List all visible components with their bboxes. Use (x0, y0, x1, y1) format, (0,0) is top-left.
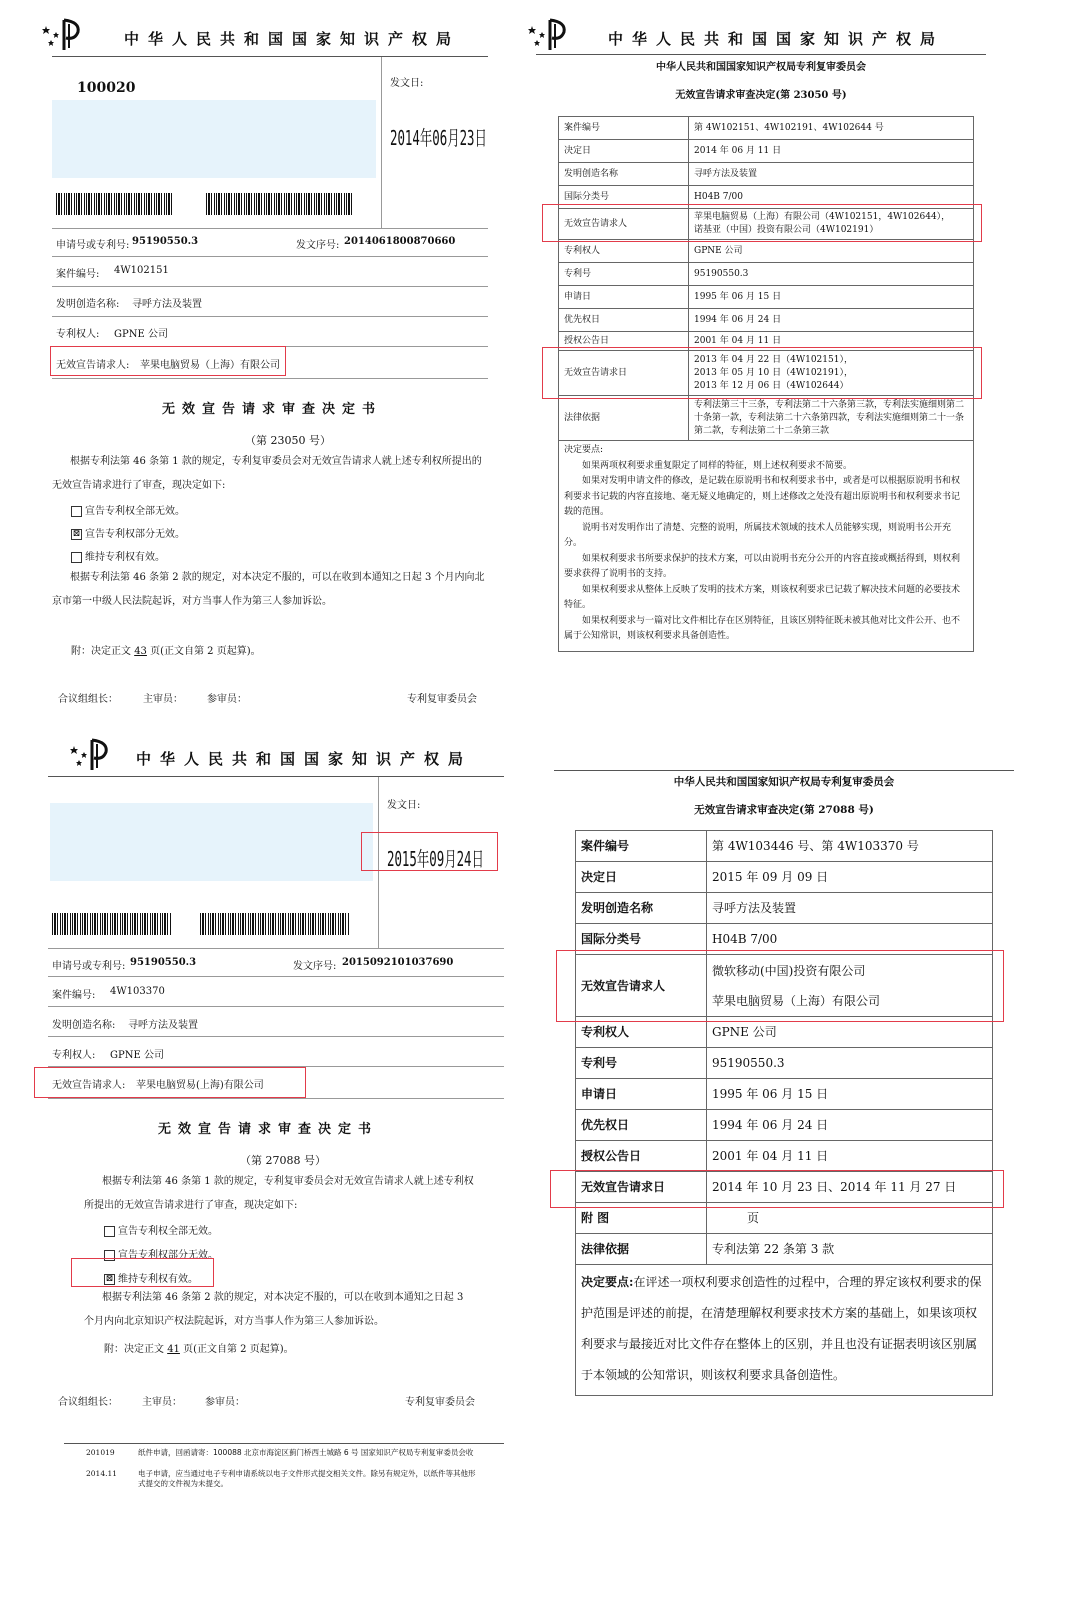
checked-box-icon: ⊠ (72, 529, 81, 539)
row-value: 95190550.3 (689, 263, 974, 286)
patentee: GPNE 公司 (114, 329, 168, 340)
row-label: 无效宣告请求人 (559, 209, 689, 240)
row-label: 专利权人 (559, 240, 689, 263)
serial-label: 发文序号: (296, 240, 340, 251)
row-value: 1995 年 06 月 15 日 (689, 286, 974, 309)
barcode (56, 193, 174, 215)
option-full-invalid: 宣告专利权全部无效。 (104, 1222, 218, 1237)
row-value: 2013 年 04 月 22 日（4W102151）， 2013 年 05 月 10 日（4W102191）， 2013 年 12 月 06 日（4W102644） (689, 351, 974, 396)
row-value: 专利法第三十三条，专利法第二十六条第三款，专利法实施细则第二十条第一款，专利法第二十六条第四款，专利法实施细则第二十一条第二款，专利法第二十二条第三款 (689, 396, 974, 441)
row-value: H04B 7/00 (689, 186, 974, 209)
row-label: 专利权人 (576, 1017, 707, 1048)
serial: 2014061800870660 (344, 236, 456, 247)
row-value: 苹果电脑贸易（上海）有限公司（4W102151，4W102644）， 诺基亚（中国）投资有限公司（4W102191） (689, 209, 974, 240)
case-label: 案件编号: (56, 269, 100, 280)
redacted-address-block (50, 803, 373, 881)
requester: 苹果电脑贸易(上海)有限公司 (136, 1080, 264, 1091)
highlight-requester (34, 1067, 306, 1098)
sig-main: 主审员： (143, 694, 183, 705)
invention-name: 寻呼方法及装置 (128, 1020, 198, 1031)
row-label: 法律依据 (576, 1234, 707, 1265)
serial-label: 发文序号: (293, 961, 337, 972)
invention-label: 发明创造名称: (52, 1020, 116, 1031)
sig-lead: 合议组组长： (58, 694, 118, 705)
app-no-label: 申请号或专利号: (56, 240, 130, 251)
sig-partic: 参审员： (207, 694, 247, 705)
row-value: 微软移动(中国)投资有限公司 苹果电脑贸易（上海）有限公司 (707, 955, 993, 1017)
point-item: 如果权利要求书所要求保护的技术方案，可以由说明书充分公开的内容直接或概括得到，则权利要求获得了说明书的支持。 (564, 553, 961, 579)
sig-org: 专利复审委员会 (407, 694, 477, 705)
decision-paragraph-2: 根据专利法第 46 条第 2 款的规定，对本决定不服的，可以在收到本通知之日起 3 个月内向北京知识产权法院起诉，对方当事人作为第三人参加诉讼。 (84, 1292, 464, 1327)
sipo-logo-icon (70, 738, 112, 772)
decision-points (576, 1265, 993, 1396)
option-maintain-valid: ⊠ 维持专利权有效。 (105, 1274, 198, 1285)
send-date: 2015年09月24日 (387, 847, 484, 871)
row-value: 2001 年 04 月 11 日 (689, 332, 974, 351)
points-label: 决定要点: (564, 445, 604, 455)
highlight-maintain-valid (71, 1258, 214, 1287)
highlight-requester (556, 950, 1004, 1022)
decision-heading: 无效宣告请求审查决定(第 23050 号) (675, 90, 847, 101)
attachment-note: 附：决定正文 43 页(正文自第 2 页起算)。 (71, 646, 261, 657)
footer-text: 电子申请，应当通过电子专利申请系统以电子文件形式提交相关文件。除另有规定外，以纸件等其他形式提交的文件视为未提交。 (138, 1469, 476, 1488)
row-label: 发明创造名称 (576, 893, 707, 924)
agency-header: 中华人民共和国国家知识产权局 (608, 30, 945, 48)
row-value: 1995 年 06 月 15 日 (707, 1079, 993, 1110)
footer-code: 201019 (86, 1448, 115, 1457)
row-value: 95190550.3 (707, 1048, 993, 1079)
row-label: 优先权日 (559, 309, 689, 332)
postcode: 100020 (77, 80, 136, 96)
point-item: 如果权利要求从整体上反映了发明的技术方案，则该权利要求已记载了解决技术问题的必要技术特征。 (564, 584, 961, 610)
decision-info-table (575, 830, 993, 1396)
row-label: 附 图 (576, 1203, 707, 1234)
row-label: 法律依据 (559, 396, 689, 441)
sig-main: 主审员： (142, 1397, 182, 1408)
row-label: 授权公告日 (576, 1141, 707, 1172)
footer-text: 纸件申请，回函请寄：100088 北京市海淀区蓟门桥西土城路 6 号 国家知识产权局专利复审委员会收 (138, 1448, 474, 1457)
row-value: GPNE 公司 (689, 240, 974, 263)
point-item: 说明书对发明作出了清楚、完整的说明，所属技术领域的技术人员能够实现，则说明书公开充分。 (564, 522, 952, 548)
requester: 苹果电脑贸易（上海）有限公司 (140, 360, 280, 371)
option-partial-invalid: ⊠ 宣告专利权部分无效。 (72, 529, 185, 540)
points-label: 决定要点: (581, 1275, 634, 1289)
row-label: 无效宣告请求日 (559, 351, 689, 396)
row-label: 案件编号 (576, 831, 707, 862)
row-label: 专利号 (559, 263, 689, 286)
decision-paragraph-1: 根据专利法第 46 条第 1 款的规定，专利复审委员会对无效宣告请求人就上述专利权所提出的无效宣告请求进行了审查，现决定如下: (84, 1176, 474, 1211)
decision-title: 无效宣告请求审查决定书 (158, 1122, 379, 1137)
row-label: 国际分类号 (559, 186, 689, 209)
case-label: 案件编号: (52, 990, 96, 1001)
decision-paragraph-1: 根据专利法第 46 条第 1 款的规定，专利复审委员会对无效宣告请求人就上述专利权所提出的无效宣告请求进行了审查，现决定如下: (52, 456, 482, 491)
row-label: 无效宣告请求日 (576, 1172, 707, 1203)
row-label: 申请日 (559, 286, 689, 309)
send-date: 2014年06月23日 (390, 126, 487, 150)
sig-org: 专利复审委员会 (405, 1397, 475, 1408)
point-item: 如果权利要求与一篇对比文件相比存在区别特征，且该区别特征既未被其他对比文件公开、也不属于公知常识，则该权利要求具备创造性。 (564, 615, 961, 641)
case-no: 4W102151 (114, 265, 169, 276)
sig-partic: 参审员： (205, 1397, 245, 1408)
decision-paragraph-2: 根据专利法第 46 条第 2 款的规定，对本决定不服的，可以在收到本通知之日起 3 个月内向北京市第一中级人民法院起诉，对方当事人作为第三人参加诉讼。 (52, 572, 485, 607)
option-full-invalid: 宣告专利权全部无效。 (71, 502, 185, 517)
board-name: 中华人民共和国国家知识产权局专利复审委员会 (656, 62, 866, 73)
app-no: 95190550.3 (132, 236, 199, 247)
invention-label: 发明创造名称: (56, 299, 120, 310)
row-label: 决定日 (576, 862, 707, 893)
row-value: 第 4W103446 号、第 4W103370 号 (707, 831, 993, 862)
row-label: 专利号 (576, 1048, 707, 1079)
decision-points (559, 441, 974, 652)
requester-label: 无效宣告请求人: (56, 360, 130, 371)
row-label: 优先权日 (576, 1110, 707, 1141)
highlight-requester (542, 204, 982, 242)
row-value: 寻呼方法及装置 (707, 893, 993, 924)
board-name: 中华人民共和国国家知识产权局专利复审委员会 (673, 776, 895, 788)
app-no: 95190550.3 (130, 957, 197, 968)
row-label: 决定日 (559, 140, 689, 163)
row-value: 2014 年 06 月 11 日 (689, 140, 974, 163)
patentee: GPNE 公司 (110, 1050, 164, 1061)
row-label: 无效宣告请求人 (576, 955, 707, 1017)
row-value: 专利法第 22 条第 3 款 (707, 1234, 993, 1265)
patentee-label: 专利权人: (56, 329, 100, 340)
option-maintain-valid: 维持专利权有效。 (71, 548, 165, 563)
sipo-logo-icon (42, 18, 84, 52)
row-label: 国际分类号 (576, 924, 707, 955)
row-value: 2001 年 04 月 11 日 (707, 1141, 993, 1172)
attachment-note: 附：决定正文 41 页(正文自第 2 页起算)。 (104, 1344, 294, 1355)
row-label: 授权公告日 (559, 332, 689, 351)
row-value: H04B 7/00 (707, 924, 993, 955)
row-label: 发明创造名称 (559, 163, 689, 186)
row-value: 1994 年 06 月 24 日 (689, 309, 974, 332)
requester-label: 无效宣告请求人: (52, 1080, 126, 1091)
barcode (206, 193, 354, 215)
row-value: 1994 年 06 月 24 日 (707, 1110, 993, 1141)
row-value: 页 (707, 1203, 993, 1234)
case-no: 4W103370 (110, 986, 165, 997)
highlight-send-date (361, 832, 498, 871)
serial: 2015092101037690 (342, 957, 454, 968)
barcode (200, 913, 350, 935)
option-partial-invalid: 宣告专利权部分无效。 (104, 1246, 218, 1261)
highlight-request-date (542, 347, 982, 399)
app-no-label: 申请号或专利号: (52, 961, 126, 972)
checked-box-icon: ⊠ (105, 1274, 114, 1284)
row-value: 寻呼方法及装置 (689, 163, 974, 186)
agency-header: 中华人民共和国国家知识产权局 (124, 30, 461, 48)
row-value: 2014 年 10 月 23 日、2014 年 11 月 27 日 (707, 1172, 993, 1203)
row-value: 第 4W102151、4W102191、4W102644 号 (689, 117, 974, 140)
decision-number: （第 23050 号） (245, 434, 331, 447)
points-text: 在评述一项权利要求创造性的过程中，合理的界定该权利要求的保护范围是评述的前提，在清楚理解权利要求技术方案的基础上，如果该项权利要求与最接近对比文件存在整体上的区别，并且也没有证据表明该区别属于本领域的公知常识，则该权利要求具备创造性。 (581, 1275, 982, 1382)
row-label: 案件编号 (559, 117, 689, 140)
point-item: 如果两项权利要求重复限定了同样的特征，则上述权利要求不简要。 (582, 460, 853, 471)
row-value: 2015 年 09 月 09 日 (707, 862, 993, 893)
row-label: 申请日 (576, 1079, 707, 1110)
footer-code: 2014.11 (86, 1469, 118, 1478)
barcode (52, 913, 172, 935)
send-date-label: 发文日: (390, 78, 424, 89)
sipo-logo-icon (528, 18, 570, 52)
decision-heading: 无效宣告请求审查决定(第 27088 号) (694, 804, 874, 816)
send-date-label: 发文日: (387, 800, 421, 811)
highlight-request-date (550, 1170, 1004, 1208)
decision-number: （第 27088 号） (240, 1154, 326, 1167)
point-item: 如果对发明申请文件的修改，是记载在原说明书和权利要求书中，或者是可以根据原说明书和权利要求书记载的内容直接地、毫无疑义地确定的，则上述修改之处没有超出原说明书和权利要求书记载的范围。 (564, 476, 961, 517)
highlight-requester (50, 346, 286, 376)
patentee-label: 专利权人: (52, 1050, 96, 1061)
agency-header: 中华人民共和国国家知识产权局 (136, 750, 473, 768)
redacted-address-block (52, 100, 376, 178)
sig-lead: 合议组组长： (58, 1397, 118, 1408)
decision-title: 无效宣告请求审查决定书 (162, 402, 383, 417)
row-value: GPNE 公司 (707, 1017, 993, 1048)
invention-name: 寻呼方法及装置 (132, 299, 202, 310)
